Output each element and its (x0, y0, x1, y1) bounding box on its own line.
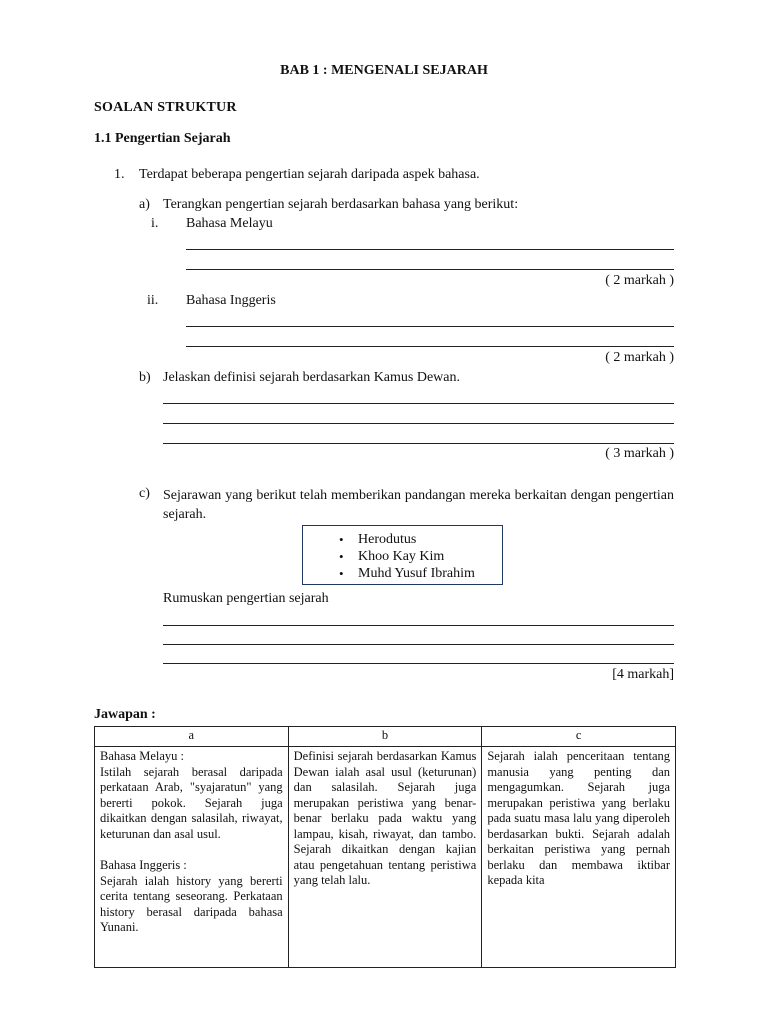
column-header-a: a (95, 727, 289, 747)
part-c-prompt: Rumuskan pengertian sejarah (163, 591, 329, 606)
answer-cell-a (95, 747, 289, 968)
column-header-b: b (288, 727, 482, 747)
historian-list-box (302, 525, 503, 585)
answer-a-inggeris-text: Sejarah ialah history yang bererti cerita tentang seseorang. Perkataan history berasal daripada bahasa Yunani. (100, 873, 283, 934)
part-a-ii-label: ii. (147, 293, 159, 308)
marks-a-i: ( 2 markah ) (605, 273, 674, 288)
column-header-c: c (482, 727, 676, 747)
answer-a-melayu-label: Bahasa Melayu : (100, 749, 185, 763)
document-title: BAB 1 : MENGENALI SEJARAH (280, 63, 488, 78)
answer-line (163, 644, 674, 645)
answer-cell-b (288, 747, 482, 968)
answer-line (163, 625, 674, 626)
historian-list (303, 526, 502, 582)
question-text: Terdapat beberapa pengertian sejarah daripada aspek bahasa. (139, 167, 480, 182)
part-b-text: Jelaskan definisi sejarah berdasarkan Kamus Dewan. (163, 370, 461, 385)
answer-table (94, 726, 676, 968)
answer-a-inggeris-label: Bahasa Inggeris : (100, 858, 187, 872)
part-a-label: a) (139, 197, 150, 212)
marks-a-ii: ( 2 markah ) (605, 350, 674, 365)
historian-item: • Khoo Kay Kim (358, 548, 502, 565)
part-a-i-label: i. (151, 216, 159, 231)
answer-line (186, 346, 674, 347)
answer-line (163, 423, 674, 424)
answer-line (186, 249, 674, 250)
answer-c-text: Sejarah ialah penceritaan tentang manusia yang penting dan mengagumkan. Sejarah juga merupakan peristiwa yang berlaku pada suatu masa lalu yang diperoleh berdasarkan bukti. Sejarah adalah berkaitan peristiwa yang pernah berlaku dan membawa iktibar kepada kita (487, 749, 670, 887)
answer-a-melayu-text: Istilah sejarah berasal daripada perkataan Arab, "syajaratun" yang bererti pokok. Sejarah juga dikaitkan dengan salasilah, riwayat, keturunan dan asal usul. (100, 764, 283, 841)
section-heading: SOALAN STRUKTUR (94, 100, 237, 115)
part-a-i-text: Bahasa Melayu (186, 216, 273, 231)
answer-line (163, 663, 674, 664)
part-a-ii-text: Bahasa Inggeris (186, 293, 276, 308)
answer-line (163, 443, 674, 444)
answer-table-header-row (95, 727, 676, 747)
marks-c: [4 markah] (612, 667, 674, 682)
answer-line (186, 326, 674, 327)
answer-line (186, 269, 674, 270)
part-c-text: Sejarawan yang berikut telah memberikan pandangan mereka berkaitan dengan pengertian sejarah. (163, 488, 674, 522)
answer-cell-c (482, 747, 676, 968)
historian-item: • Herodutus (358, 531, 502, 548)
part-a-text: Terangkan pengertian sejarah berdasarkan bahasa yang berikut: (163, 197, 519, 212)
answer-line (163, 403, 674, 404)
answer-heading: Jawapan : (94, 707, 156, 722)
answer-table-row (95, 747, 676, 968)
subsection-heading: 1.1 Pengertian Sejarah (94, 131, 231, 146)
question-number: 1. (114, 167, 125, 182)
part-c-label: c) (139, 486, 150, 501)
historian-item: • Muhd Yusuf Ibrahim (358, 565, 502, 582)
part-b-label: b) (139, 370, 151, 385)
marks-b: ( 3 markah ) (605, 446, 674, 461)
answer-b-text: Definisi sejarah berdasarkan Kamus Dewan ialah asal usul (keturunan) dan salasilah. Sejarah juga merupakan peristiwa yang benar-benar berlaku pada waktu yang lampau, kisah, riwayat, dan tambo. Sejarah dikaitkan dengan kajian atau pengetahuan tentang peristiwa yang telah lalu. (293, 749, 477, 887)
